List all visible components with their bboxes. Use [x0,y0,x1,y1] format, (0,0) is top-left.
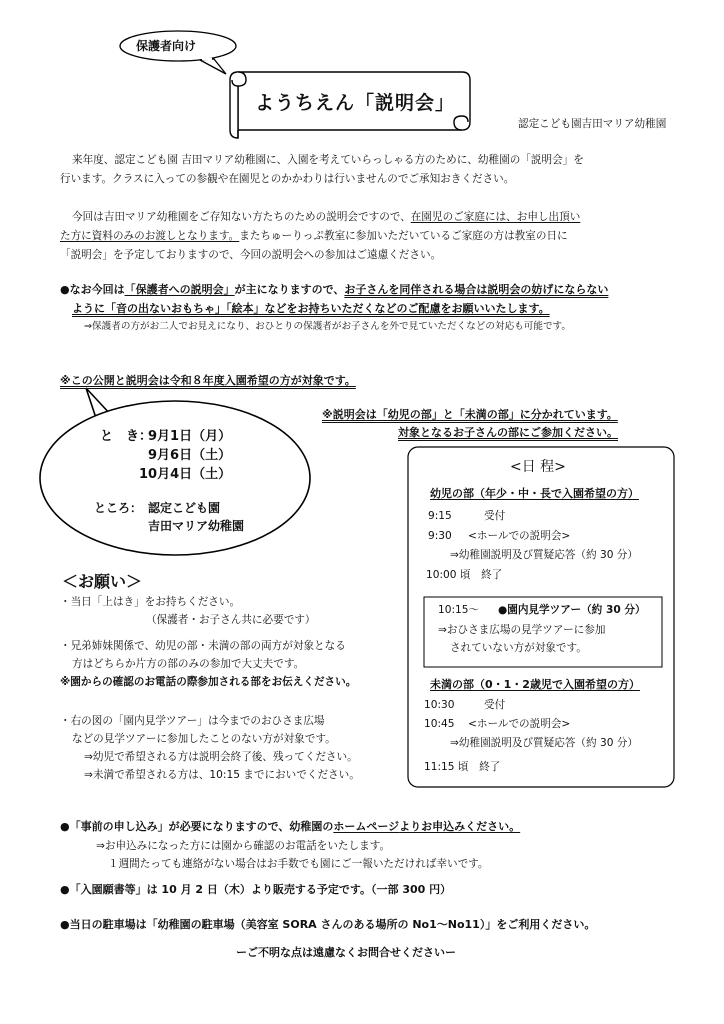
place-item: 吉田マリア幼稚園 [148,519,245,533]
intro-line: 「説明会」を予定しておりますので、今回の説明会への参加はご遠慮ください。 [60,249,442,261]
intro-line: 今回は吉田マリア幼稚園をご存知ない方たちのための説明会ですので、在園児のご家庭には、お申し出頂い [72,211,581,223]
footer-line: ●「入園願書等」は 10 月 2 日（木）より販売する予定です。（一部 300 円） [60,883,452,896]
intro-underline: 在園児のご家庭には、お申し出頂い [410,211,581,223]
target-note: ※この公開と説明会は令和８年度入園希望の方が対象です。 [60,374,356,387]
notice-line: ように「音の出ないおもちゃ」「絵本」などをお持ちいただくなどのご配慮をお願いいたします。 [72,302,550,315]
split-note: 対象となるお子さんの部にご参加ください。 [398,426,618,439]
intro-line: 来年度、認定こども園 吉田マリア幼稚園に、入園を考えていらっしゃる方のために、幼稚園の「説明会」を [72,154,584,166]
request-item: 方はどちらか片方の部のみの参加で大丈夫です。 [72,658,305,670]
date-item: 9月6日（土） [148,448,232,463]
request-item: などの見学ツアーに参加したことのない方が対象です。 [72,733,336,745]
tour-time: 10:15～ [438,604,480,616]
requests-title: ＜お願い＞ [62,572,143,591]
youji-heading: 幼児の部（年少・中・長で入園希望の方） [430,487,639,500]
homepage-link[interactable]: ホームページ [333,820,400,833]
tour-sub: されていない方が対象です。 [450,642,587,654]
schedule-text: <ホールでの説明会> [468,530,571,542]
date-label: と き： [100,429,153,444]
schedule-title: <日 程> [510,459,566,475]
request-item: （保護者・お子さん共に必要です） [146,614,316,626]
schedule-time: 9:30 [428,530,452,542]
place-label: ところ： [94,501,143,515]
place-item: 認定こども園 [148,501,221,515]
schedule-time: 9:15 [428,510,452,522]
tour-sub: ⇒おひさま広場の見学ツアーに参加 [438,624,606,636]
schedule-text: <ホールでの説明会> [468,718,571,730]
split-note: ※説明会は「幼児の部」と「未満の部」に分かれています。 [322,408,618,421]
date-item: 10月4日（土） [139,467,232,482]
closing-line: ーご不明な点は遠慮なくお問合せくださいー [236,946,456,959]
page-title: ようちえん「説明会」 [255,92,456,114]
notice-line: ●なお今回は「保護者への説明会」が主になりますので、お子さんを同伴される場合は説明会の妨げにならない [60,283,609,296]
footer-sub: ⇒お申込みになった方には園から確認のお電話をいたします。 [96,840,391,852]
miman-heading: 未満の部（0・1・2歳児で入園希望の方） [430,678,640,691]
schedule-end: 10:00 頃 終了 [426,569,503,581]
request-item: ・兄弟姉妹関係で、幼児の部・未満の部の両方が対象となる [60,640,346,652]
schedule-time: 10:45 [424,718,455,730]
schedule-sub: ⇒幼稚園説明及び質疑応答（約 30 分） [450,549,638,561]
request-item: ・右の図の「園内見学ツアー」は今までのおひさま広場 [60,715,325,727]
request-item: ※園からの確認のお電話の際参加される部をお伝えください。 [60,676,357,688]
intro-underline: た方に資料のみのお渡しとなります。 [60,230,240,242]
org-name: 認定こども園吉田マリア幼稚園 [518,118,667,130]
request-item: ⇒未満で希望される方は、10:15 までにおいでください。 [84,769,360,781]
request-item: ⇒幼児で希望される方は説明会終了後、残ってください。 [84,751,358,763]
schedule-text: 受付 [484,510,506,522]
footer-line: ●当日の駐車場は「幼稚園の駐車場（美容室 SORA さんのある場所の No1～No11）」をご利用ください。 [60,918,596,931]
intro-line: た方に資料のみのお渡しとなります。またちゅーりっぷ教室に参加いただいているご家庭の方は教室の日に [60,230,568,242]
date-item: 9月1日（月） [148,429,232,444]
audience-badge: 保護者向け [136,39,197,53]
schedule-time: 10:30 [424,699,455,711]
schedule-end: 11:15 頃 終了 [424,761,501,773]
footer-sub: １週間たっても連絡がない場合はお手数でも園にご一報いただければ幸いです。 [108,858,489,870]
notice-sub: ⇒保護者の方がお二人でお見えになり、おひとりの保護者がお子さんを外で見ていただくなどの対応も可能です。 [84,321,571,332]
schedule-sub: ⇒幼稚園説明及び質疑応答（約 30 分） [450,737,638,749]
tour-text: ●園内見学ツアー（約 30 分） [498,604,646,616]
intro-line: 行います。クラスに入っての参観や在園児とのかかわりは行いませんのでご承知おきください。 [60,173,515,185]
footer-line: ●「事前の申し込み」が必要になりますので、幼稚園のホームページよりお申込みください。 [60,820,521,833]
request-item: ・当日「上はき」をお持ちください。 [60,596,241,608]
schedule-text: 受付 [484,699,506,711]
